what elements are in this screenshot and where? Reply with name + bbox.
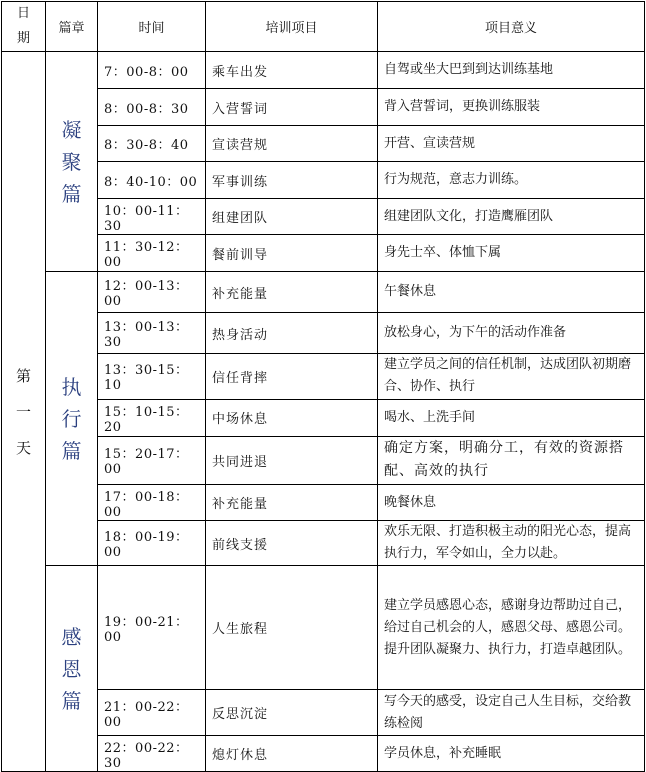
cell-item: 乘车出发	[206, 52, 378, 89]
cell-item: 宣读营规	[206, 126, 378, 162]
cell-meaning: 背入营誓词，更换训练服装	[378, 89, 645, 126]
header-time: 时间	[98, 2, 206, 52]
cell-meaning: 喝水、上洗手间	[378, 399, 645, 436]
header-date: 日期	[2, 2, 46, 52]
cell-item: 组建团队	[206, 199, 378, 235]
cell-time: 10：00-11：30	[98, 199, 206, 235]
table-row	[2, 354, 645, 399]
table-row	[2, 436, 645, 485]
cell-meaning: 午餐休息	[378, 272, 645, 313]
cell-time: 13：00-13：30	[98, 313, 206, 354]
table-row	[2, 566, 645, 690]
cell-item: 补充能量	[206, 485, 378, 521]
cell-item: 反思沉淀	[206, 690, 378, 736]
cell-time: 15：10-15：20	[98, 399, 206, 436]
table-row	[2, 485, 645, 521]
header-item: 培训项目	[206, 2, 378, 52]
cell-meaning: 确定方案，明确分工，有效的资源搭配、高效的执行	[378, 436, 645, 485]
cell-meaning: 身先士卒、体恤下属	[378, 235, 645, 272]
cell-item: 入营誓词	[206, 89, 378, 126]
cell-item: 人生旅程	[206, 566, 378, 690]
cell-meaning: 写今天的感受，设定自己人生目标，交给教练检阅	[378, 690, 645, 736]
day-cell: 第一天	[2, 52, 46, 772]
table-row	[2, 313, 645, 354]
cell-time: 11：30-12：00	[98, 235, 206, 272]
table-row	[2, 126, 645, 162]
cell-time: 18：00-19：00	[98, 521, 206, 566]
table-row	[2, 399, 645, 436]
cell-item: 中场休息	[206, 399, 378, 436]
cell-meaning: 放松身心，为下午的活动作准备	[378, 313, 645, 354]
cell-item: 信任背摔	[206, 354, 378, 399]
cell-item: 共同进退	[206, 436, 378, 485]
cell-item: 军事训练	[206, 162, 378, 199]
cell-meaning: 建立学员感恩心态，感谢身边帮助过自己，给过自己机会的人，感恩父母、感恩公司。提升团队凝聚力、执行力，打造卓越团队。	[378, 566, 645, 690]
cell-meaning: 晚餐休息	[378, 485, 645, 521]
table-row	[2, 521, 645, 566]
table-row	[2, 52, 645, 89]
chapter-cell: 凝聚篇	[46, 52, 98, 272]
cell-time: 8：00-8：30	[98, 89, 206, 126]
table-row	[2, 199, 645, 235]
cell-time: 15：20-17：00	[98, 436, 206, 485]
cell-time: 13：30-15：10	[98, 354, 206, 399]
cell-time: 7：00-8：00	[98, 52, 206, 89]
cell-time: 21：00-22：00	[98, 690, 206, 736]
table-row	[2, 162, 645, 199]
cell-time: 19：00-21：00	[98, 566, 206, 690]
table-row	[2, 272, 645, 313]
cell-time: 8：30-8：40	[98, 126, 206, 162]
cell-meaning: 行为规范，意志力训练。	[378, 162, 645, 199]
table-row	[2, 690, 645, 736]
header-chapter: 篇章	[46, 2, 98, 52]
cell-time: 8：40-10：00	[98, 162, 206, 199]
chapter-cell: 执行篇	[46, 272, 98, 566]
cell-meaning: 欢乐无限、打造积极主动的阳光心态，提高执行力，军令如山，全力以赴。	[378, 521, 645, 566]
schedule-table	[1, 1, 645, 772]
table-row	[2, 89, 645, 126]
cell-meaning: 开营、宣读营规	[378, 126, 645, 162]
table-row	[2, 235, 645, 272]
cell-item: 补充能量	[206, 272, 378, 313]
cell-meaning: 学员休息，补充睡眠	[378, 736, 645, 772]
table-row	[2, 736, 645, 772]
cell-meaning: 组建团队文化，打造鹰雁团队	[378, 199, 645, 235]
cell-item: 前线支援	[206, 521, 378, 566]
header-row	[2, 2, 645, 52]
cell-item: 餐前训导	[206, 235, 378, 272]
cell-time: 22：00-22：30	[98, 736, 206, 772]
cell-item: 热身活动	[206, 313, 378, 354]
header-meaning: 项目意义	[378, 2, 645, 52]
chapter-cell: 感恩篇	[46, 566, 98, 772]
cell-meaning: 自驾或坐大巴到到达训练基地	[378, 52, 645, 89]
cell-time: 17：00-18：00	[98, 485, 206, 521]
cell-meaning: 建立学员之间的信任机制，达成团队初期磨合、协作、执行	[378, 354, 645, 399]
cell-time: 12：00-13：00	[98, 272, 206, 313]
cell-item: 熄灯休息	[206, 736, 378, 772]
